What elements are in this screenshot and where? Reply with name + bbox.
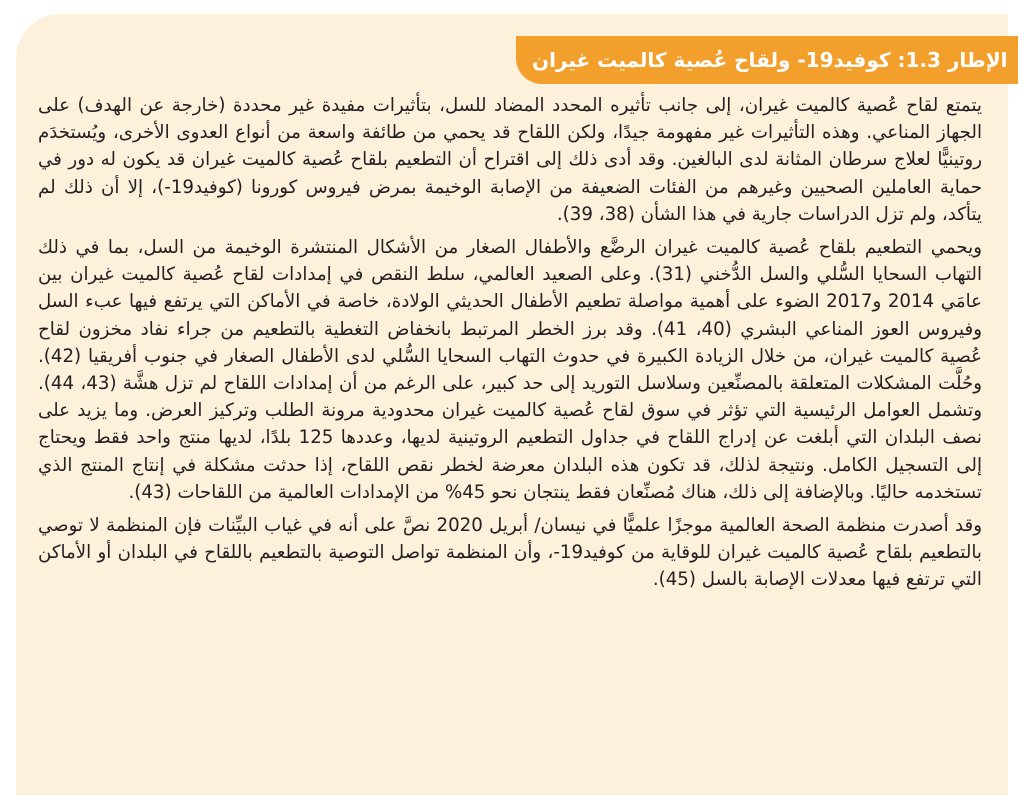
box-body (38, 92, 982, 594)
info-box (16, 14, 1008, 795)
paragraph-3: وقد أصدرت منظمة الصحة العالمية موجزًا علميًّا في نيسان/ أبريل 2020 نصَّ على أنه في غياب البيِّنات فإن المنظمة لا توصي بالتطعيم بلقاح عُصية كالميت غيران للوقاية من كوفيد19-، وأن المنظمة تواصل التوصية بالتطعيم باللقاح في البلدان أو الأماكن التي ترتفع فيها معدلات الإصابة بالسل (45). (38, 515, 982, 591)
paragraph-2: ويحمي التطعيم بلقاح عُصية كالميت غيران الرضَّع والأطفال الصغار من الأشكال المنتشرة الوخيمة من السل، بما في ذلك التهاب السحايا السُّلي والسل الدُّخني (31). وعلى الصعيد العالمي، سلط النقص في إمدادات لقاح عُصية كالميت غيران بين عامَي 2014 و2017 الضوء على أهمية مواصلة تطعيم الأطفال الحديثي الولادة، خاصة في الأماكن التي يرتفع فيها عبء السل وفيروس العوز المناعي البشري (40، 41). وقد برز الخطر المرتبط بانخفاض التغطية بالتطعيم من جراء نفاد مخزون لقاح عُصية كالميت غيران، من خلال الزيادة الكبيرة في حدوث التهاب السحايا السُّلي لدى الأطفال الصغار في جنوب أفريقيا (42). وحُلَّت المشكلات المتعلقة بالمصنِّعين وسلاسل التوريد إلى حد كبير، على الرغم من أن إمدادات اللقاح لم تزل هشَّة (43، 44). وتشمل العوامل الرئيسية التي تؤثر في سوق لقاح عُصية كالميت غيران محدودية مرونة الطلب وتركيز العرض. وما يزيد على نصف البلدان التي أبلغت عن إدراج اللقاح في جداول التطعيم الروتينية لديها، وعددها 125 بلدًا، لديها منتج واحد فقط ويحتاج إلى التسجيل الكامل. ونتيجة لذلك، قد تكون هذه البلدان معرضة لخطر نقص اللقاح، إذا حدثت مشكلة في إنتاج المنتج الذي تستخدمه حاليًا. وبالإضافة إلى ذلك، هناك مُصنِّعان فقط ينتجان نحو 45% من الإمدادات العالمية من اللقاحات (43). (38, 237, 982, 503)
box-title: الإطار 1.3: كوفيد19- ولقاح عُصية كالميت غيران (532, 48, 1008, 72)
paragraph-1: يتمتع لقاح عُصية كالميت غيران، إلى جانب تأثيره المحدد المضاد للسل، بتأثيرات مفيدة غير محددة (خارجة عن الهدف) على الجهاز المناعي. وهذه التأثيرات غير مفهومة جيدًا، ولكن اللقاح قد يحمي من طائفة واسعة من أنواع العدوى الأخرى، ويُستخدَم روتينيًّا لعلاج سرطان المثانة لدى البالغين. وقد أدى ذلك إلى اقتراح أن التطعيم بلقاح عُصية كالميت غيران قد يكون له دور في حماية العاملين الصحيين وغيرهم من الفئات الضعيفة من الإصابة الوخيمة بمرض فيروس كورونا (كوفيد19-)، إلا أن ذلك لم يتأكد، ولم تزل الدراسات جارية في هذا الشأن (38، 39). (38, 95, 983, 225)
box-title-bar (516, 36, 1018, 84)
